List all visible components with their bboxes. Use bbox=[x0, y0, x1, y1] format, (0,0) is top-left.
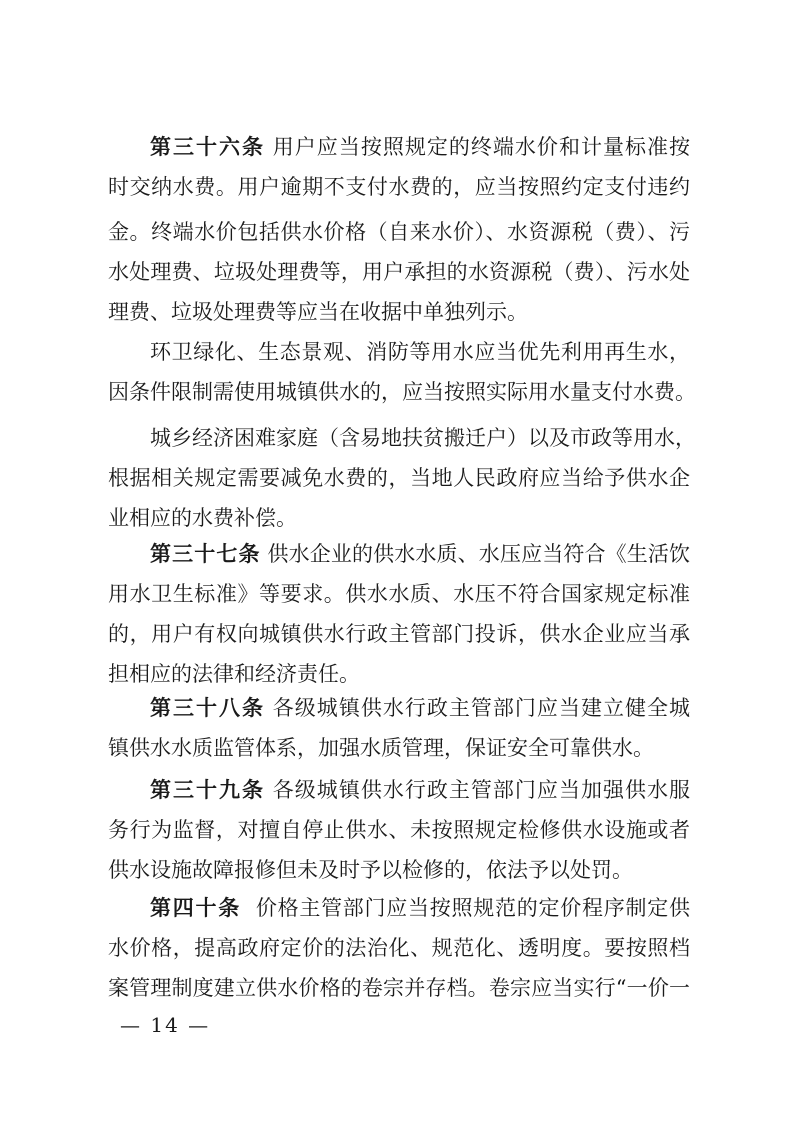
para-3-line-2: 根据相关规定需要减免水费的，当地人民政府应当给予供水企 bbox=[108, 466, 690, 490]
para-2-line-2: 因条件限制需使用城镇供水的，应当按照实际用水量支付水费。 bbox=[108, 380, 696, 404]
para-3-line-3: 业相应的水费补偿。 bbox=[108, 506, 297, 530]
article-39-line-3: 供水设施故障报修但未及时予以检修的，依法予以处罚。 bbox=[108, 858, 633, 882]
article-36-line-5: 理费、垃圾处理费等应当在收据中单独列示。 bbox=[108, 300, 528, 324]
article-36-line-2: 时交纳水费。用户逾期不支付水费的，应当按照约定支付违约 bbox=[108, 175, 690, 199]
article-39-line-2: 务行为监督，对擅自停止供水、未按照规定检修供水设施或者 bbox=[108, 818, 690, 842]
article-39-line-1: 第三十九条 各级城镇供水行政主管部门应当加强供水服 bbox=[150, 778, 691, 802]
article-40-line-2: 水价格，提高政府定价的法治化、规范化、透明度。要按照档 bbox=[108, 936, 690, 960]
article-36-line-3: 金。终端水价包括供水价格（自来水价）、水资源税（费）、污 bbox=[108, 220, 690, 244]
article-36-title: 第三十六条 bbox=[150, 135, 266, 159]
article-38-line-2: 镇供水水质监管体系，加强水质管理，保证安全可靠供水。 bbox=[108, 736, 654, 760]
article-37-line-4: 担相应的法律和经济责任。 bbox=[108, 662, 360, 686]
article-38-title: 第三十八条 bbox=[150, 696, 266, 720]
article-37-line-1: 第三十七条 供水企业的供水水质、水压应当符合《生活饮 bbox=[150, 542, 691, 566]
article-38-line-1: 第三十八条 各级城镇供水行政主管部门应当建立健全城 bbox=[150, 696, 691, 720]
article-37-title: 第三十七条 bbox=[150, 542, 261, 566]
article-40-title: 第四十条 bbox=[150, 896, 241, 920]
page-number: — 14 — bbox=[120, 1013, 211, 1037]
article-40-line-3: 案管理制度建立供水价格的卷宗并存档。卷宗应当实行“一价一 bbox=[108, 976, 690, 1000]
para-2-line-1: 环卫绿化、生态景观、消防等用水应当优先利用再生水， bbox=[150, 340, 690, 364]
article-37-line-3: 的，用户有权向城镇供水行政主管部门投诉，供水企业应当承 bbox=[108, 622, 690, 646]
article-36-line-4: 水处理费、垃圾处理费等，用户承担的水资源税（费）、污水处 bbox=[108, 260, 690, 284]
article-40-line-1: 第四十条 价格主管部门应当按照规范的定价程序制定供 bbox=[150, 896, 690, 920]
article-36-line-1: 第三十六条 用户应当按照规定的终端水价和计量标准按 bbox=[150, 135, 691, 159]
article-37-line-2: 用水卫生标准》等要求。供水水质、水压不符合国家规定标准 bbox=[108, 582, 690, 606]
article-39-title: 第三十九条 bbox=[150, 778, 266, 802]
para-3-line-1: 城乡经济困难家庭（含易地扶贫搬迁户）以及市政等用水， bbox=[150, 426, 696, 450]
